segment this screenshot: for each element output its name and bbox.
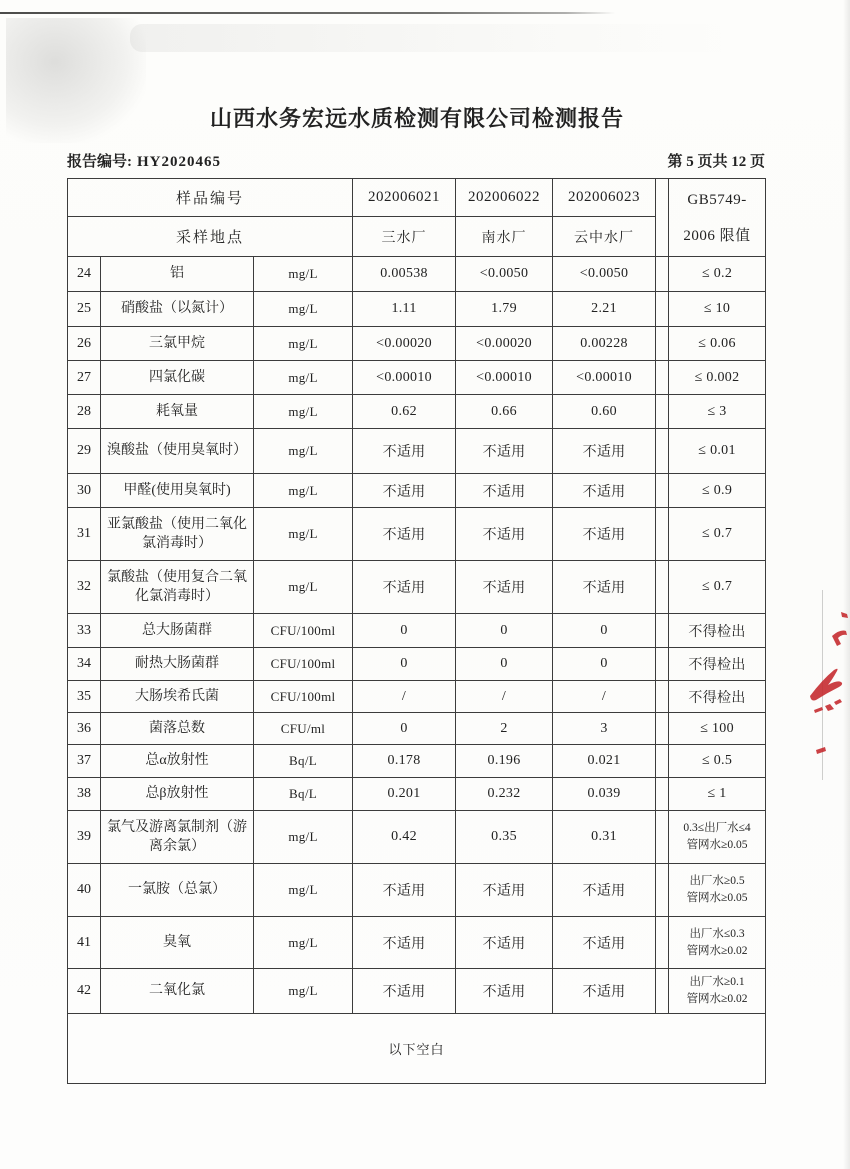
row-40-value-1: 不适用 [353, 864, 456, 917]
row-40-value-2: 不适用 [456, 864, 553, 917]
row-28-value-3: 0.60 [553, 395, 656, 429]
table-row-41 [68, 917, 766, 969]
row-36-parameter-name: 菌落总数 [101, 713, 254, 745]
row-32-unit: mg/L [254, 561, 353, 614]
row-30-value-3: 不适用 [553, 474, 656, 508]
row-26-number: 26 [68, 327, 101, 361]
row-40-limit-line-1: 出厂水≥0.5 [689, 875, 745, 888]
row-27-number: 27 [68, 361, 101, 395]
row-24-parameter-name: 铝 [101, 257, 254, 292]
row-39-value-2: 0.35 [456, 811, 553, 864]
row-37-parameter-name: 总α放射性 [101, 745, 254, 778]
results-table-body [68, 179, 766, 1084]
row-27-gap [656, 361, 669, 395]
row-41-number: 41 [68, 917, 101, 969]
row-33-number: 33 [68, 614, 101, 648]
row-35-value-3: / [553, 681, 656, 713]
row-28-value-2: 0.66 [456, 395, 553, 429]
row-30-limit: ≤ 0.9 [669, 474, 766, 508]
row-27-value-1: <0.00010 [353, 361, 456, 395]
row-25-unit: mg/L [254, 292, 353, 327]
table-row-39 [68, 811, 766, 864]
row-25-value-2: 1.79 [456, 292, 553, 327]
row-33-value-3: 0 [553, 614, 656, 648]
row-29-gap [656, 429, 669, 474]
location-2: 南水厂 [456, 217, 553, 257]
row-36-number: 36 [68, 713, 101, 745]
table-row-34 [68, 648, 766, 681]
row-36-value-2: 2 [456, 713, 553, 745]
row-41-limit-line-2: 管网水≥0.02 [686, 944, 748, 957]
row-33-value-1: 0 [353, 614, 456, 648]
table-row-35 [68, 681, 766, 713]
row-34-number: 34 [68, 648, 101, 681]
row-25-value-3: 2.21 [553, 292, 656, 327]
row-28-value-1: 0.62 [353, 395, 456, 429]
row-35-limit: 不得检出 [669, 681, 766, 713]
row-40-limit-line-2: 管网水≥0.05 [686, 892, 748, 904]
row-36-unit: CFU/ml [254, 713, 353, 745]
row-40-parameter-name: 一氯胺（总氯） [101, 864, 254, 917]
row-29-value-2: 不适用 [456, 429, 553, 474]
row-27-limit: ≤ 0.002 [669, 361, 766, 395]
row-42-value-3: 不适用 [553, 969, 656, 1014]
row-34-gap [656, 648, 669, 681]
row-33-unit: CFU/100ml [254, 614, 353, 648]
row-39-value-3: 0.31 [553, 811, 656, 864]
row-24-value-2: <0.0050 [456, 257, 553, 292]
row-28-number: 28 [68, 395, 101, 429]
row-33-value-2: 0 [456, 614, 553, 648]
report-number-label: 报告编号: [67, 154, 132, 170]
row-24-value-1: 0.00538 [353, 257, 456, 292]
location-1: 三水厂 [353, 217, 456, 257]
row-37-gap [656, 745, 669, 778]
row-28-parameter-name: 耗氧量 [101, 395, 254, 429]
row-26-value-2: <0.00020 [456, 327, 553, 361]
table-row-38 [68, 778, 766, 811]
table-row-37 [68, 745, 766, 778]
results-table [67, 178, 766, 1084]
row-41-limit-line-1: 出厂水≤0.3 [689, 927, 745, 940]
row-37-value-2: 0.196 [456, 745, 553, 778]
row-32-value-2: 不适用 [456, 561, 553, 614]
row-26-limit: ≤ 0.06 [669, 327, 766, 361]
row-38-value-3: 0.039 [553, 778, 656, 811]
row-37-value-3: 0.021 [553, 745, 656, 778]
row-26-parameter-name: 三氯甲烷 [101, 327, 254, 361]
row-41-unit: mg/L [254, 917, 353, 969]
report-number-value: HY2020465 [137, 154, 221, 170]
row-24-limit: ≤ 0.2 [669, 257, 766, 292]
row-28-unit: mg/L [254, 395, 353, 429]
footer-note-row [68, 1014, 766, 1084]
table-row-42 [68, 969, 766, 1014]
scan-artifact-line [0, 12, 615, 14]
row-32-parameter-name: 氯酸盐（使用复合二氧化氯消毒时） [101, 561, 254, 614]
row-26-gap [656, 327, 669, 361]
row-26-value-1: <0.00020 [353, 327, 456, 361]
sample-id-3: 202006023 [553, 179, 656, 217]
row-31-limit: ≤ 0.7 [669, 508, 766, 561]
row-28-gap [656, 395, 669, 429]
row-26-value-3: 0.00228 [553, 327, 656, 361]
row-25-gap [656, 292, 669, 327]
row-25-value-1: 1.11 [353, 292, 456, 327]
row-38-gap [656, 778, 669, 811]
row-40-number: 40 [68, 864, 101, 917]
row-30-gap [656, 474, 669, 508]
row-37-number: 37 [68, 745, 101, 778]
row-30-number: 30 [68, 474, 101, 508]
row-39-limit [669, 811, 766, 864]
row-35-value-1: / [353, 681, 456, 713]
red-seal-fragment [804, 594, 850, 780]
row-25-number: 25 [68, 292, 101, 327]
table-row-27 [68, 361, 766, 395]
row-26-unit: mg/L [254, 327, 353, 361]
row-41-value-2: 不适用 [456, 917, 553, 969]
row-28-limit: ≤ 3 [669, 395, 766, 429]
row-42-number: 42 [68, 969, 101, 1014]
table-row-26 [68, 327, 766, 361]
row-40-gap [656, 864, 669, 917]
row-35-parameter-name: 大肠埃希氏菌 [101, 681, 254, 713]
row-34-value-2: 0 [456, 648, 553, 681]
row-42-value-1: 不适用 [353, 969, 456, 1014]
row-39-parameter-name: 氯气及游离氯制剂（游离余氯） [101, 811, 254, 864]
row-35-gap [656, 681, 669, 713]
row-38-parameter-name: 总β放射性 [101, 778, 254, 811]
table-row-33 [68, 614, 766, 648]
row-30-parameter-name: 甲醛(使用臭氧时) [101, 474, 254, 508]
row-24-value-3: <0.0050 [553, 257, 656, 292]
row-31-unit: mg/L [254, 508, 353, 561]
report-meta-row [67, 150, 765, 171]
row-31-value-2: 不适用 [456, 508, 553, 561]
row-25-parameter-name: 硝酸盐（以氮计） [101, 292, 254, 327]
location-label: 采样地点 [68, 217, 353, 257]
row-39-limit-line-1: 0.3≤出厂水≤4 [683, 822, 751, 835]
row-33-limit: 不得检出 [669, 614, 766, 648]
row-41-limit [669, 917, 766, 969]
page-indicator: 第 5 页共 12 页 [667, 154, 765, 170]
report-number [67, 150, 221, 171]
row-39-limit-line-2: 管网水≥0.05 [686, 839, 748, 851]
footer-note: 以下空白 [68, 1014, 766, 1084]
row-29-value-3: 不适用 [553, 429, 656, 474]
sample-id-1: 202006021 [353, 179, 456, 217]
sample-id-2: 202006022 [456, 179, 553, 217]
row-42-unit: mg/L [254, 969, 353, 1014]
row-38-limit: ≤ 1 [669, 778, 766, 811]
row-40-unit: mg/L [254, 864, 353, 917]
row-29-unit: mg/L [254, 429, 353, 474]
row-39-gap [656, 811, 669, 864]
table-row-31 [68, 508, 766, 561]
row-31-parameter-name: 亚氯酸盐（使用二氧化氯消毒时） [101, 508, 254, 561]
row-34-value-3: 0 [553, 648, 656, 681]
row-38-value-2: 0.232 [456, 778, 553, 811]
row-36-value-1: 0 [353, 713, 456, 745]
row-31-value-3: 不适用 [553, 508, 656, 561]
row-42-limit-line-2: 管网水≥0.02 [686, 993, 748, 1005]
row-39-number: 39 [68, 811, 101, 864]
limit-column-header [669, 179, 766, 257]
row-29-limit: ≤ 0.01 [669, 429, 766, 474]
row-24-number: 24 [68, 257, 101, 292]
row-34-value-1: 0 [353, 648, 456, 681]
row-36-gap [656, 713, 669, 745]
row-40-limit [669, 864, 766, 917]
row-38-unit: Bq/L [254, 778, 353, 811]
row-25-limit: ≤ 10 [669, 292, 766, 327]
row-35-unit: CFU/100ml [254, 681, 353, 713]
row-35-number: 35 [68, 681, 101, 713]
row-32-gap [656, 561, 669, 614]
row-41-value-3: 不适用 [553, 917, 656, 969]
scan-right-edge-shading [843, 0, 850, 1169]
row-37-unit: Bq/L [254, 745, 353, 778]
row-27-unit: mg/L [254, 361, 353, 395]
row-24-gap [656, 257, 669, 292]
row-41-value-1: 不适用 [353, 917, 456, 969]
row-30-value-2: 不适用 [456, 474, 553, 508]
row-39-unit: mg/L [254, 811, 353, 864]
row-29-number: 29 [68, 429, 101, 474]
row-34-parameter-name: 耐热大肠菌群 [101, 648, 254, 681]
row-41-gap [656, 917, 669, 969]
table-row-25 [68, 292, 766, 327]
row-40-value-3: 不适用 [553, 864, 656, 917]
report-title: 山西水务宏远水质检测有限公司检测报告 [209, 106, 624, 131]
row-30-value-1: 不适用 [353, 474, 456, 508]
table-gap [656, 179, 669, 257]
row-37-limit: ≤ 0.5 [669, 745, 766, 778]
row-33-parameter-name: 总大肠菌群 [101, 614, 254, 648]
limit-header-line-2: 2006 限值 [683, 227, 751, 244]
row-29-parameter-name: 溴酸盐（使用臭氧时） [101, 429, 254, 474]
header-sample-id-row [68, 179, 766, 217]
row-36-limit: ≤ 100 [669, 713, 766, 745]
table-row-30 [68, 474, 766, 508]
row-38-value-1: 0.201 [353, 778, 456, 811]
row-29-value-1: 不适用 [353, 429, 456, 474]
row-37-value-1: 0.178 [353, 745, 456, 778]
row-38-number: 38 [68, 778, 101, 811]
row-27-value-2: <0.00010 [456, 361, 553, 395]
row-27-parameter-name: 四氯化碳 [101, 361, 254, 395]
row-24-unit: mg/L [254, 257, 353, 292]
row-34-limit: 不得检出 [669, 648, 766, 681]
row-31-number: 31 [68, 508, 101, 561]
row-41-parameter-name: 臭氧 [101, 917, 254, 969]
row-42-limit [669, 969, 766, 1014]
row-34-unit: CFU/100ml [254, 648, 353, 681]
table-row-28 [68, 395, 766, 429]
row-32-value-1: 不适用 [353, 561, 456, 614]
row-42-gap [656, 969, 669, 1014]
scan-top-shading [130, 24, 730, 52]
row-27-value-3: <0.00010 [553, 361, 656, 395]
row-32-number: 32 [68, 561, 101, 614]
row-32-value-3: 不适用 [553, 561, 656, 614]
row-35-value-2: / [456, 681, 553, 713]
row-42-value-2: 不适用 [456, 969, 553, 1014]
row-31-gap [656, 508, 669, 561]
row-33-gap [656, 614, 669, 648]
location-3: 云中水厂 [553, 217, 656, 257]
limit-header-line-1: GB5749- [687, 191, 747, 208]
table-row-29 [68, 429, 766, 474]
table-row-36 [68, 713, 766, 745]
table-row-40 [68, 864, 766, 917]
row-42-parameter-name: 二氧化氯 [101, 969, 254, 1014]
table-row-32 [68, 561, 766, 614]
row-42-limit-line-1: 出厂水≥0.1 [689, 976, 745, 989]
row-31-value-1: 不适用 [353, 508, 456, 561]
sample-id-label: 样品编号 [68, 179, 353, 217]
row-36-value-3: 3 [553, 713, 656, 745]
table-row-24 [68, 257, 766, 292]
row-39-value-1: 0.42 [353, 811, 456, 864]
row-30-unit: mg/L [254, 474, 353, 508]
row-32-limit: ≤ 0.7 [669, 561, 766, 614]
